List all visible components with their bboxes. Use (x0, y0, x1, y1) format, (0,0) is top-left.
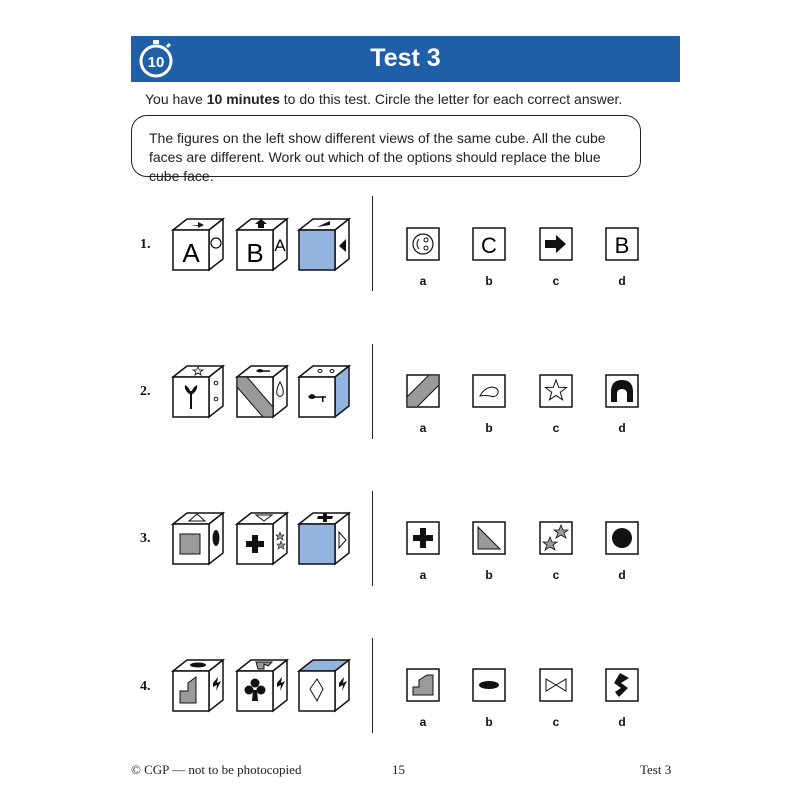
option-box[interactable] (605, 374, 639, 408)
footer-test-label: Test 3 (640, 762, 672, 777)
cube-view (170, 657, 230, 717)
option-label[interactable]: c (552, 715, 560, 729)
question-number: 1. (140, 237, 151, 252)
option-label[interactable]: b (485, 421, 493, 435)
question-number: 2. (140, 384, 151, 399)
option-label[interactable]: d (618, 421, 626, 435)
option-label[interactable]: b (485, 274, 493, 288)
divider (372, 344, 373, 439)
option-label[interactable]: a (419, 568, 427, 582)
svg-text:C: C (481, 233, 497, 258)
option-box[interactable] (472, 668, 506, 702)
svg-text:A: A (182, 238, 200, 268)
page-title: Test 3 (370, 44, 441, 72)
option-box[interactable] (406, 521, 440, 555)
copyright-notice: © CGP — not to be photocopied (131, 762, 302, 777)
cube-view (234, 657, 294, 717)
option-box[interactable] (605, 227, 639, 261)
option-label[interactable]: d (618, 715, 626, 729)
option-label[interactable]: b (485, 568, 493, 582)
option-box[interactable] (605, 668, 639, 702)
option-label[interactable]: a (419, 274, 427, 288)
option-box[interactable] (539, 668, 573, 702)
option-label[interactable]: b (485, 715, 493, 729)
option-label[interactable]: c (552, 274, 560, 288)
svg-text:A: A (274, 236, 286, 255)
page-number: 15 (392, 762, 405, 777)
option-box[interactable] (539, 521, 573, 555)
cube-view (234, 216, 294, 276)
task-description-box (131, 115, 641, 184)
svg-text:B: B (614, 233, 630, 258)
option-label[interactable]: c (552, 421, 560, 435)
option-box[interactable] (472, 521, 506, 555)
option-label[interactable]: c (552, 568, 560, 582)
cube-view (234, 510, 294, 570)
cube-view (296, 363, 356, 423)
option-box[interactable] (605, 521, 639, 555)
option-label[interactable]: a (419, 715, 427, 729)
cube-view (234, 363, 294, 423)
task-description: The figures on the left show different views of the same cube. All the cube faces are different. Work out which of the options should replace the blue cube face. (149, 130, 606, 184)
option-box[interactable] (406, 227, 440, 261)
option-box[interactable] (539, 227, 573, 261)
cube-view (170, 363, 230, 423)
option-box[interactable] (539, 374, 573, 408)
option-label[interactable]: d (618, 568, 626, 582)
option-box[interactable] (406, 668, 440, 702)
cube-view (296, 510, 356, 570)
cube-view (170, 216, 230, 276)
option-box[interactable] (472, 374, 506, 408)
option-label[interactable]: d (618, 274, 626, 288)
option-box[interactable] (472, 227, 506, 261)
svg-text:B: B (246, 238, 264, 268)
option-label[interactable]: a (419, 421, 427, 435)
cube-view (296, 216, 356, 276)
divider (372, 491, 373, 586)
divider (372, 638, 373, 733)
cube-view (296, 657, 356, 717)
divider (372, 196, 373, 291)
cube-view (170, 510, 230, 570)
option-box[interactable] (406, 374, 440, 408)
timer-value: 10 (147, 54, 165, 71)
test-header (131, 36, 680, 82)
question-number: 3. (140, 531, 151, 546)
instruction-text: You have 10 minutes to do this test. Circle the letter for each correct answer. (145, 91, 623, 107)
question-number: 4. (140, 679, 151, 694)
